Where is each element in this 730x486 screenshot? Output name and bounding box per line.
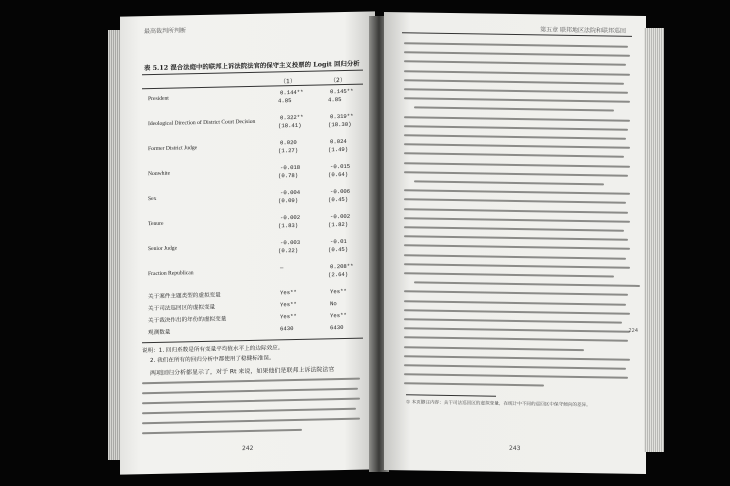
cell-tstat: (18.30) [328, 120, 352, 129]
cell-value: 0.319** [330, 112, 354, 121]
cell-value: 0.322** [280, 113, 304, 122]
text-line [404, 364, 626, 369]
text-line [142, 378, 360, 385]
cell-tstat: (0.64) [328, 170, 349, 179]
text-line [414, 180, 604, 185]
text-line [404, 42, 628, 48]
column-header-2: （2） [330, 76, 346, 85]
text-line [404, 263, 630, 269]
dummy-row-label: 观测数量 [148, 329, 171, 337]
text-line [404, 61, 626, 66]
text-line [404, 373, 628, 379]
cell-value: 0.024 [330, 137, 347, 146]
table-note-2: 2. 我们在所有的回归分析中都使用了稳健标准误。 [150, 355, 275, 365]
dummy-row-label: 关于裁决作出的年份的虚拟变量 [148, 316, 227, 325]
dummy-row-label: 关于司法巡回区的虚拟变量 [148, 304, 216, 313]
row-label: Former District Judge [148, 145, 198, 153]
text-line [404, 97, 630, 103]
cell-value: -0.004 [280, 188, 301, 197]
right-running-head: 第五章 联邦地区法院和联邦巡回 [540, 26, 626, 35]
text-line [404, 189, 630, 195]
cell-value: 0.145** [330, 87, 354, 96]
footnote-rule [406, 394, 496, 396]
text-line [404, 162, 630, 168]
text-line [404, 79, 624, 84]
row-label: Fraction Republican [148, 270, 194, 278]
text-line [142, 418, 360, 425]
cell-value: -0.002 [330, 212, 351, 221]
text-line [404, 51, 630, 57]
cell-tstat: (0.78) [278, 171, 299, 180]
table-note-1: 说明：1. 回归系数是所有变量平均值水平上的边际效应。 [142, 345, 284, 355]
text-line [404, 337, 628, 343]
table-title: 表 5.12 混合法庭中的联邦上诉法院法官的保守主义投票的 Logit 回归分析 [144, 59, 360, 73]
body-text-start: 两项回归分析都显示了，对于 Rt 来说，如果他们是联邦上诉法院法官 [150, 366, 335, 378]
cell-tstat: 4.85 [328, 96, 342, 104]
text-line [404, 217, 630, 223]
cell-value: 0.208** [330, 262, 354, 271]
text-line [404, 70, 630, 76]
cell-tstat: (0.22) [278, 246, 299, 255]
dummy-value: No [330, 300, 337, 308]
cell-value: -0.006 [330, 187, 351, 196]
dummy-value: Yes** [330, 287, 347, 296]
dummy-value: Yes** [280, 312, 297, 321]
dummy-value: Yes** [280, 288, 297, 297]
text-line [404, 116, 630, 122]
text-line [404, 254, 626, 259]
dummy-value: Yes** [330, 311, 347, 320]
text-line [404, 309, 630, 315]
text-line [142, 408, 356, 414]
dummy-value: 6430 [280, 325, 294, 333]
cell-tstat: (1.49) [328, 145, 349, 154]
left-page-number: 242 [242, 444, 254, 453]
left-running-head: 最高裁判所判断 [144, 27, 187, 36]
cell-tstat: 4.85 [278, 97, 292, 105]
text-line [404, 134, 626, 139]
cell-value: -0.015 [330, 162, 351, 171]
cell-tstat: (0.45) [328, 245, 349, 254]
row-label: Ideological Direction of District Court Decision [148, 118, 256, 128]
text-line [414, 107, 614, 112]
text-line [404, 327, 630, 333]
cell-tstat: (0.45) [328, 195, 349, 204]
text-line [142, 398, 360, 405]
cell-tstat: (1.27) [278, 146, 299, 155]
right-page-stack-edge [644, 28, 664, 452]
dummy-value: 6430 [330, 323, 344, 332]
row-label: Sex [148, 195, 157, 203]
text-line [404, 143, 630, 149]
cell-value: 0.144** [280, 88, 304, 97]
table-bottom-rule [142, 338, 363, 344]
text-line [404, 245, 630, 251]
cell-tstat: (1.83) [278, 221, 299, 230]
cell-value: 0.020 [280, 138, 297, 147]
cell-tstat: (1.82) [328, 220, 349, 229]
footnote-text: ① 本页脚注内容：关于司法巡回区的虚拟变量，在统计中不同的巡回区中保守倾向的差异。 [406, 400, 591, 409]
text-line [404, 125, 628, 131]
text-line [404, 291, 628, 297]
right-page [384, 12, 646, 474]
dummy-row-label: 关于案件主题类型的虚拟变量 [148, 292, 221, 301]
row-label: Tenure [148, 220, 164, 228]
cell-value: -0.002 [280, 213, 301, 222]
text-line [414, 282, 640, 288]
text-line [142, 388, 358, 395]
text-line [404, 88, 628, 94]
row-label: Senior Judge [148, 245, 178, 253]
text-line [404, 153, 624, 158]
cell-value: -0.018 [280, 163, 301, 172]
text-line [404, 199, 626, 204]
text-line [404, 318, 622, 323]
cell-value: — [280, 264, 284, 272]
dummy-value: Yes** [280, 300, 297, 309]
right-page-number: 243 [509, 444, 521, 453]
cell-value: -0.01 [330, 237, 347, 246]
cell-tstat: (0.09) [278, 196, 299, 205]
text-line [404, 355, 630, 361]
row-label: President [148, 95, 169, 103]
cell-value: -0.003 [280, 238, 301, 247]
left-page [120, 11, 375, 474]
column-header-1: （1） [280, 77, 296, 86]
text-line [404, 300, 626, 305]
text-line [404, 383, 544, 387]
text-line [404, 272, 614, 277]
right-body-text [384, 12, 646, 16]
row-label: Nonwhite [148, 170, 171, 178]
text-line [404, 235, 628, 241]
text-line [404, 208, 628, 214]
margin-page-number: 224 [628, 327, 638, 334]
cell-tstat: (2.64) [328, 270, 349, 279]
text-line [142, 429, 302, 434]
text-line [404, 346, 584, 351]
text-line [404, 226, 624, 231]
cell-tstat: (18.41) [278, 121, 302, 130]
text-line [404, 171, 628, 177]
